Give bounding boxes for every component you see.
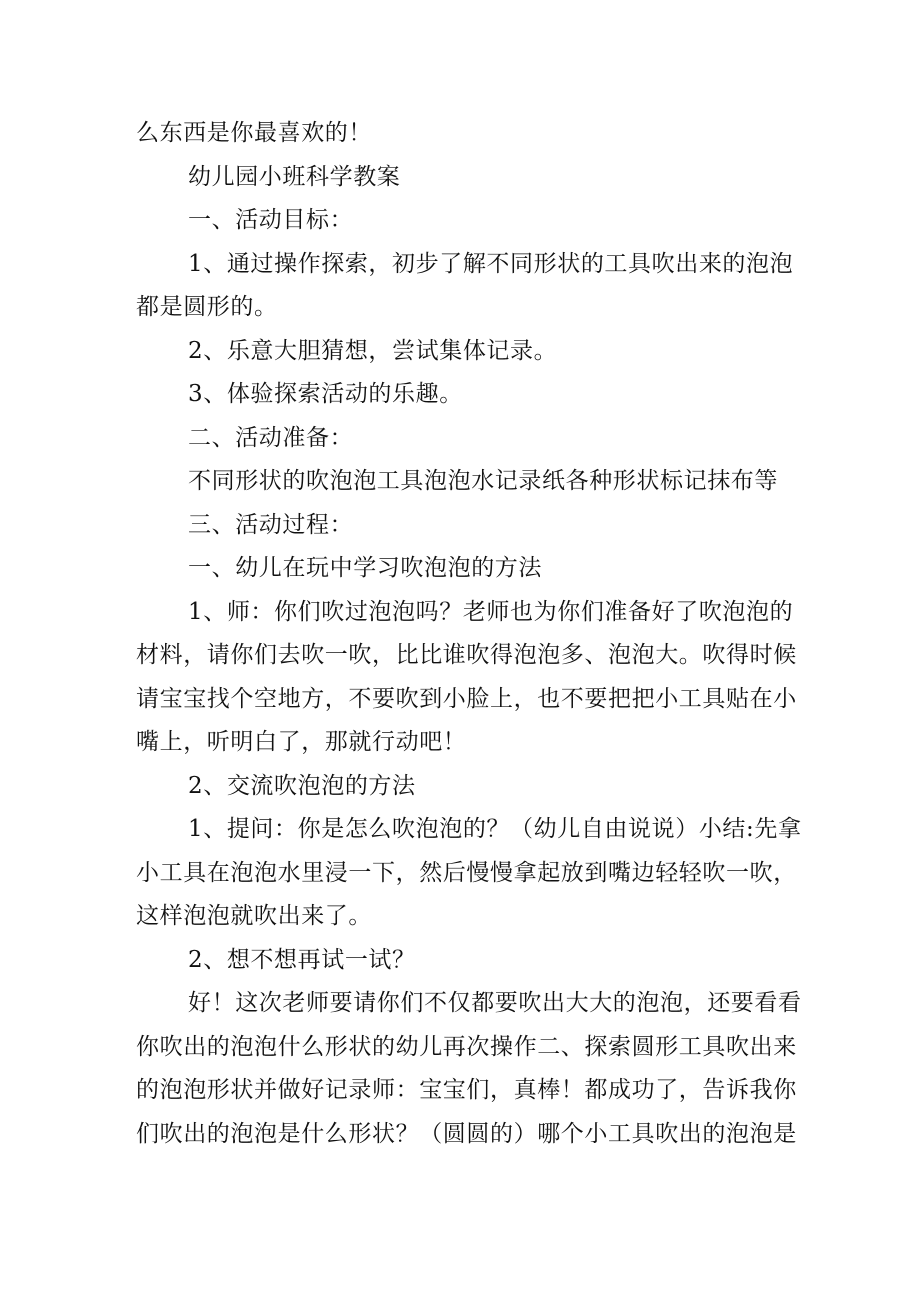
text-line: 一、幼儿在玩中学习吹泡泡的方法	[188, 555, 542, 581]
text-line: 1、提问：你是怎么吹泡泡的？（幼儿自由说说）小结:先拿	[188, 816, 802, 842]
text-line: 不同形状的吹泡泡工具泡泡水记录纸各种形状标记抹布等	[188, 468, 778, 494]
text-line: 都是圆形的。	[136, 294, 278, 320]
text-line: 好！这次老师要请你们不仅都要吹出大大的泡泡，还要看看	[188, 990, 802, 1016]
text-line: 1、通过操作探索，初步了解不同形状的工具吹出来的泡泡	[188, 250, 794, 277]
text-line: 1、师：你们吹过泡泡吗？老师也为你们准备好了吹泡泡的	[188, 598, 794, 625]
text-line: 的泡泡形状并做好记录师：宝宝们，真棒！都成功了，告诉我你	[136, 1077, 797, 1103]
document-body	[136, 112, 802, 1156]
section-heading: 一、活动目标：	[188, 207, 354, 233]
text-line: 们吹出的泡泡是什么形状？（圆圆的）哪个小工具吹出的泡泡是	[136, 1120, 797, 1147]
text-line: 2、交流吹泡泡的方法	[188, 772, 416, 799]
text-line: 3、体验探索活动的乐趣。	[188, 381, 463, 407]
text-line: 小工具在泡泡水里浸一下，然后慢慢拿起放到嘴边轻轻吹一吹，	[136, 859, 797, 886]
section-heading: 三、活动过程：	[188, 511, 354, 538]
text-line: 嘴上，听明白了，那就行动吧！	[136, 729, 467, 755]
text-line: 么东西是你最喜欢的！	[136, 120, 372, 146]
section-heading: 二、活动准备：	[188, 424, 354, 451]
document-title: 幼儿园小班科学教案	[188, 163, 401, 190]
text-line: 2、乐意大胆猜想，尝试集体记录。	[188, 337, 558, 364]
text-line: 2、想不想再试一试？	[188, 946, 416, 973]
text-line: 这样泡泡就吹出来了。	[136, 903, 372, 929]
text-line: 你吹出的泡泡什么形状的幼儿再次操作二、探索圆形工具吹出来	[136, 1033, 797, 1060]
text-line: 请宝宝找个空地方，不要吹到小脸上，也不要把把小工具贴在小	[136, 685, 797, 712]
text-line: 材料，请你们去吹一吹，比比谁吹得泡泡多、泡泡大。吹得时候	[136, 642, 797, 668]
